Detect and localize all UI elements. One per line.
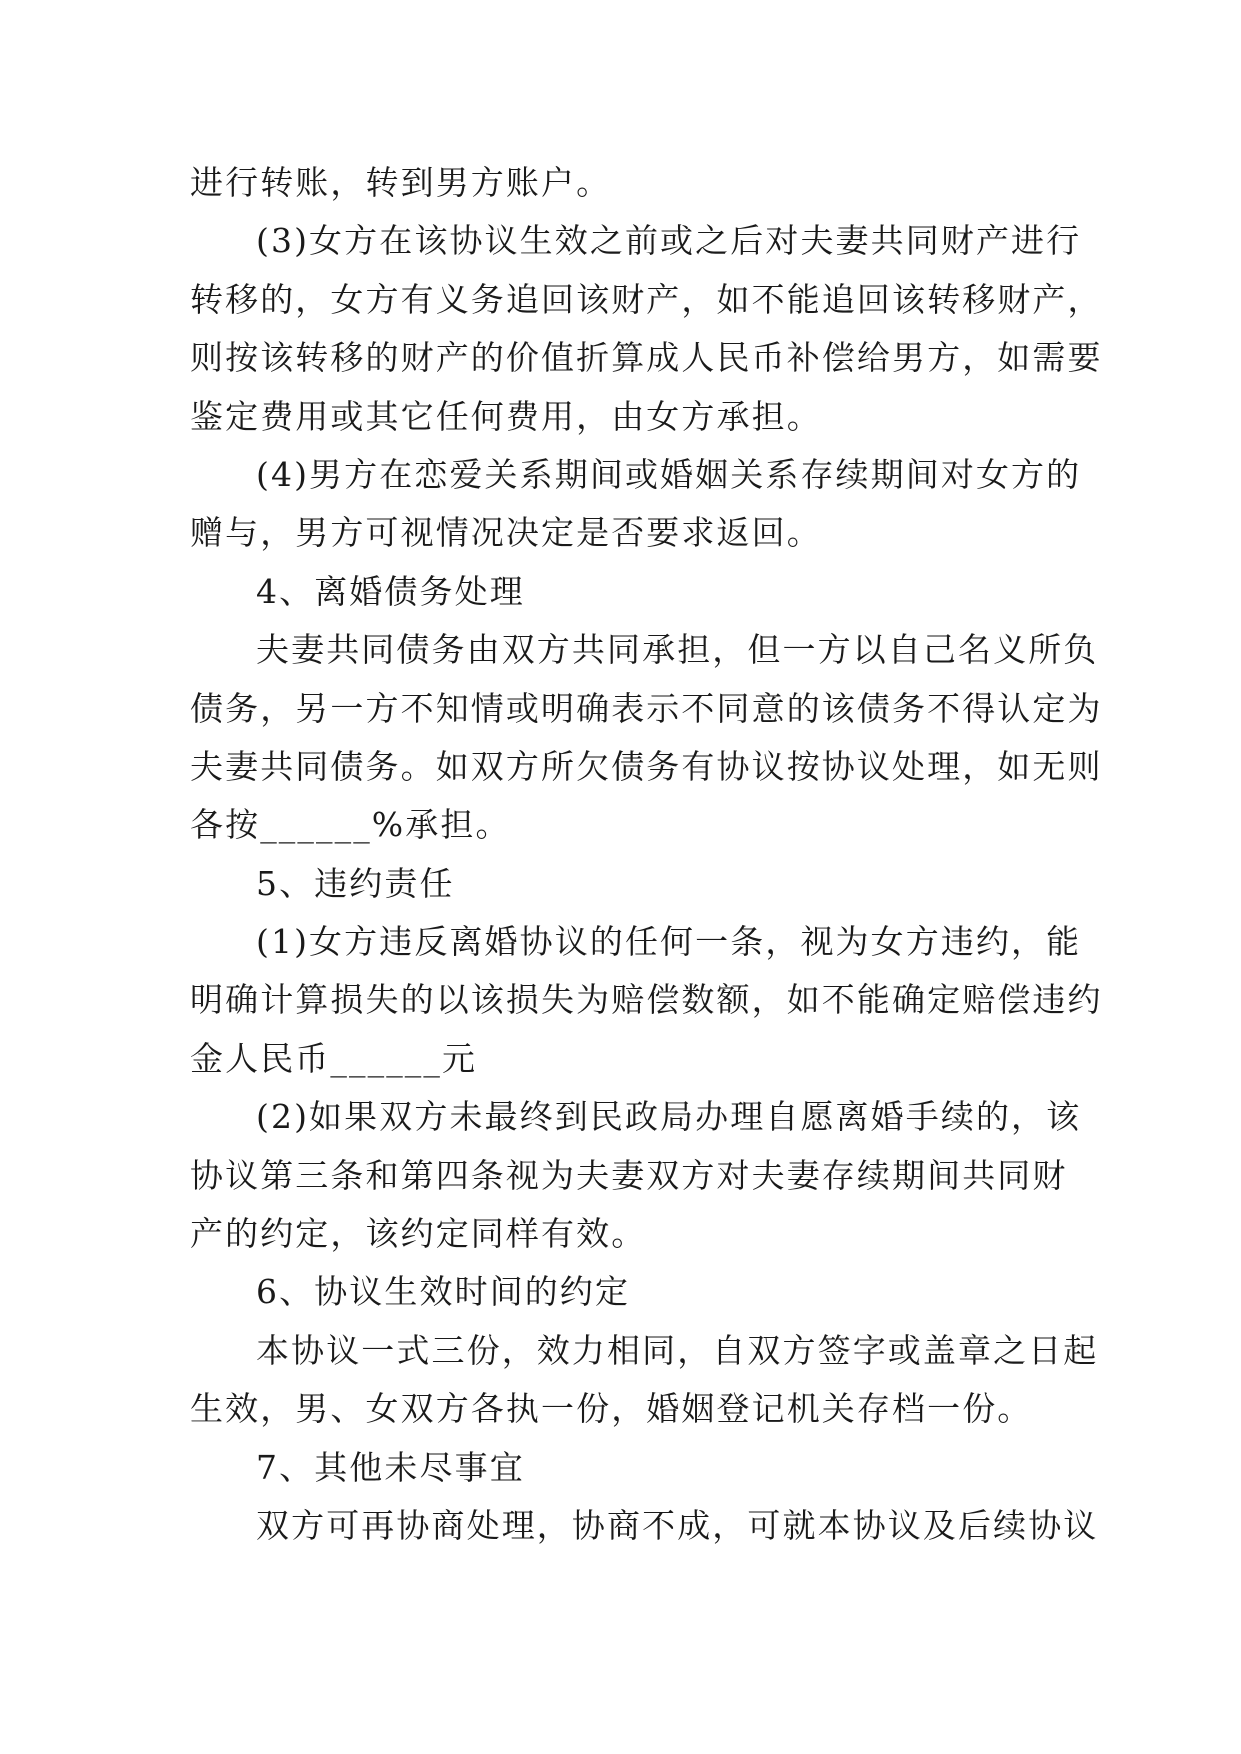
text-line: 债务，另一方不知情或明确表示不同意的该债务不得认定为: [190, 688, 1103, 728]
text-line: 各按______%承担。: [190, 805, 511, 845]
text-line: (4)男方在恋爱关系期间或婚姻关系存续期间对女方的: [256, 454, 1082, 494]
section-heading: 7、其他未尽事宜: [256, 1447, 525, 1487]
section-heading: 5、违约责任: [256, 863, 455, 903]
text-line: (2)如果双方未最终到民政局办理自愿离婚手续的，该: [256, 1097, 1082, 1137]
text-line: 生效，男、女双方各执一份，婚姻登记机关存档一份。: [190, 1389, 1033, 1429]
text-line: (1)女方违反离婚协议的任何一条，视为女方违约，能: [256, 922, 1082, 962]
text-line: 产的约定，该约定同样有效。: [190, 1214, 647, 1254]
text-line: 则按该转移的财产的价值折算成人民币补偿给男方，如需要: [190, 338, 1103, 378]
text-line: 明确计算损失的以该损失为赔偿数额，如不能确定赔偿违约: [190, 980, 1103, 1020]
section-heading: 6、协议生效时间的约定: [256, 1272, 631, 1312]
text-line: 协议第三条和第四条视为夫妻双方对夫妻存续期间共同财: [190, 1155, 1068, 1195]
text-line: 双方可再协商处理，协商不成，可就本协议及后续协议: [256, 1505, 1099, 1545]
text-line: 夫妻共同债务由双方共同承担，但一方以自己名义所负: [256, 630, 1099, 670]
text-line: 夫妻共同债务。如双方所欠债务有协议按协议处理，如无则: [190, 746, 1103, 786]
text-line: 鉴定费用或其它任何费用，由女方承担。: [190, 396, 822, 436]
text-line: 金人民币______元: [190, 1038, 478, 1078]
document-body: [190, 154, 1103, 1555]
text-line: 转移的，女方有义务追回该财产，如不能追回该转移财产，: [190, 279, 1103, 319]
text-line: 进行转账，转到男方账户。: [190, 163, 612, 202]
section-heading: 4、离婚债务处理: [256, 571, 525, 611]
text-line: 赠与，男方可视情况决定是否要求返回。: [190, 513, 822, 553]
text-line: (3)女方在该协议生效之前或之后对夫妻共同财产进行: [256, 221, 1082, 261]
text-line: 本协议一式三份，效力相同，自双方签字或盖章之日起: [256, 1330, 1099, 1370]
